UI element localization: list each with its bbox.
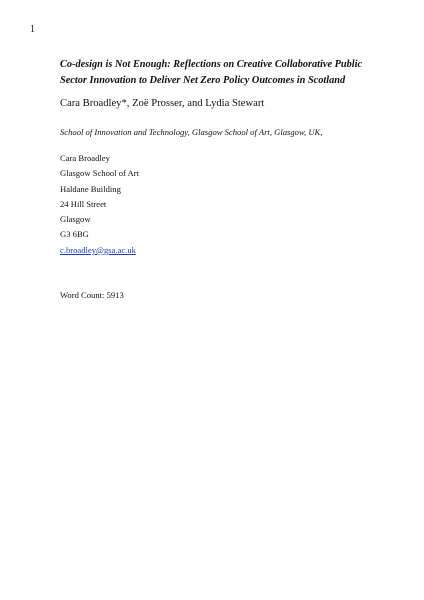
- author-affiliation: School of Innovation and Technology, Glasgow School of Art, Glasgow, UK,: [60, 127, 323, 137]
- page-number: 1: [30, 24, 35, 35]
- address-institution: Glasgow School of Art: [60, 168, 140, 179]
- address-building: Haldane Building: [60, 183, 121, 194]
- paper-title-line-1: Co-design is Not Enough: Reflections on Creative Collaborative Public: [60, 59, 363, 70]
- address-postcode: G3 6BG: [60, 229, 89, 240]
- address-name: Cara Broadley: [60, 153, 110, 163]
- paper-title-line-2: Sector Innovation to Deliver Net Zero Policy Outcomes in Scotland: [60, 74, 346, 86]
- address-street: 24 Hill Street: [60, 198, 107, 209]
- correspondence-address: [60, 151, 139, 258]
- address-city: Glasgow: [60, 214, 91, 225]
- paper-title: [60, 57, 380, 88]
- author-list: Cara Broadley*, Zoë Prosser, and Lydia Stewart: [60, 98, 265, 109]
- word-count: Word Count: 5913: [60, 290, 124, 300]
- email-link[interactable]: c.broadley@gsa.ac.uk: [60, 244, 136, 255]
